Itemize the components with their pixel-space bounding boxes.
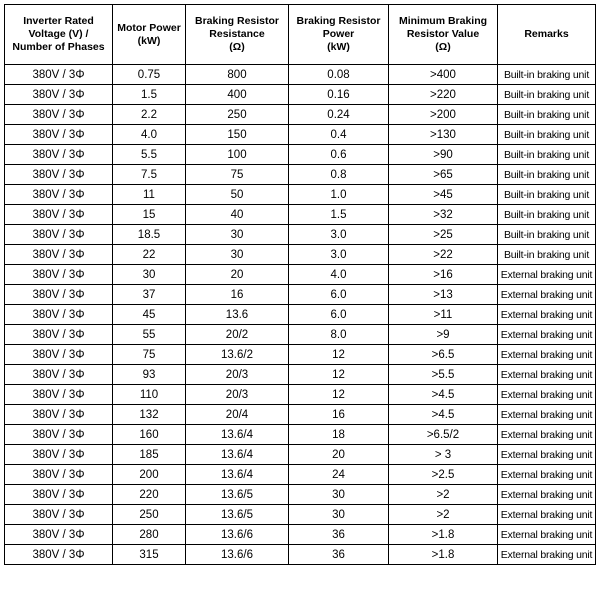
cell-min-resistor-value: >45	[389, 185, 498, 205]
cell-voltage-phases: 380V / 3Φ	[5, 305, 113, 325]
cell-resistor-power: 0.6	[289, 145, 389, 165]
cell-remarks: Built-in braking unit	[498, 185, 596, 205]
cell-remarks: External braking unit	[498, 365, 596, 385]
table-row	[5, 465, 596, 485]
table-row	[5, 405, 596, 425]
cell-remarks: External braking unit	[498, 485, 596, 505]
braking-resistor-table-container	[4, 4, 595, 565]
cell-voltage-phases: 380V / 3Φ	[5, 165, 113, 185]
table-row	[5, 145, 596, 165]
cell-resistance: 20/2	[186, 325, 289, 345]
cell-resistance: 75	[186, 165, 289, 185]
header-line: Resistance	[209, 28, 265, 40]
header-line: Inverter Rated	[23, 15, 94, 27]
header-remarks	[498, 5, 596, 65]
cell-motor-power: 37	[113, 285, 186, 305]
cell-motor-power: 250	[113, 505, 186, 525]
cell-remarks: External braking unit	[498, 385, 596, 405]
cell-remarks: External braking unit	[498, 405, 596, 425]
cell-min-resistor-value: >90	[389, 145, 498, 165]
table-row	[5, 125, 596, 145]
cell-min-resistor-value: >11	[389, 305, 498, 325]
cell-motor-power: 7.5	[113, 165, 186, 185]
cell-remarks: Built-in braking unit	[498, 165, 596, 185]
table-row	[5, 105, 596, 125]
cell-voltage-phases: 380V / 3Φ	[5, 365, 113, 385]
cell-voltage-phases: 380V / 3Φ	[5, 425, 113, 445]
cell-motor-power: 45	[113, 305, 186, 325]
table-row	[5, 245, 596, 265]
cell-remarks: External braking unit	[498, 465, 596, 485]
table-row	[5, 265, 596, 285]
braking-resistor-table	[4, 4, 596, 565]
cell-voltage-phases: 380V / 3Φ	[5, 85, 113, 105]
cell-resistance: 13.6	[186, 305, 289, 325]
cell-remarks: Built-in braking unit	[498, 125, 596, 145]
cell-resistor-power: 12	[289, 385, 389, 405]
cell-motor-power: 0.75	[113, 65, 186, 85]
cell-min-resistor-value: >1.8	[389, 525, 498, 545]
cell-motor-power: 132	[113, 405, 186, 425]
header-line: Number of Phases	[12, 41, 105, 53]
cell-motor-power: 280	[113, 525, 186, 545]
cell-min-resistor-value: >4.5	[389, 385, 498, 405]
cell-resistor-power: 8.0	[289, 325, 389, 345]
table-row	[5, 85, 596, 105]
cell-min-resistor-value: >2	[389, 485, 498, 505]
cell-resistance: 20	[186, 265, 289, 285]
header-resistance	[186, 5, 289, 65]
header-line: (kW)	[327, 41, 350, 53]
table-header	[5, 5, 596, 65]
cell-min-resistor-value: >6.5/2	[389, 425, 498, 445]
cell-voltage-phases: 380V / 3Φ	[5, 205, 113, 225]
cell-remarks: External braking unit	[498, 345, 596, 365]
cell-motor-power: 11	[113, 185, 186, 205]
cell-voltage-phases: 380V / 3Φ	[5, 325, 113, 345]
cell-remarks: External braking unit	[498, 545, 596, 565]
cell-motor-power: 220	[113, 485, 186, 505]
cell-min-resistor-value: >5.5	[389, 365, 498, 385]
table-row	[5, 505, 596, 525]
header-resistor-power	[289, 5, 389, 65]
cell-voltage-phases: 380V / 3Φ	[5, 105, 113, 125]
cell-resistance: 30	[186, 245, 289, 265]
cell-motor-power: 22	[113, 245, 186, 265]
cell-resistor-power: 0.08	[289, 65, 389, 85]
table-row	[5, 485, 596, 505]
table-row	[5, 365, 596, 385]
cell-min-resistor-value: > 3	[389, 445, 498, 465]
cell-motor-power: 200	[113, 465, 186, 485]
cell-motor-power: 55	[113, 325, 186, 345]
cell-remarks: Built-in braking unit	[498, 65, 596, 85]
header-line: Voltage (V) /	[28, 28, 89, 40]
cell-min-resistor-value: >2.5	[389, 465, 498, 485]
cell-voltage-phases: 380V / 3Φ	[5, 385, 113, 405]
table-row	[5, 285, 596, 305]
cell-remarks: Built-in braking unit	[498, 105, 596, 125]
cell-voltage-phases: 380V / 3Φ	[5, 145, 113, 165]
header-line: (kW)	[137, 34, 161, 47]
cell-min-resistor-value: >2	[389, 505, 498, 525]
cell-resistor-power: 30	[289, 505, 389, 525]
cell-min-resistor-value: >130	[389, 125, 498, 145]
cell-resistance: 400	[186, 85, 289, 105]
table-body	[5, 65, 596, 565]
cell-min-resistor-value: >9	[389, 325, 498, 345]
cell-min-resistor-value: >25	[389, 225, 498, 245]
cell-remarks: External braking unit	[498, 265, 596, 285]
cell-motor-power: 110	[113, 385, 186, 405]
cell-resistor-power: 0.4	[289, 125, 389, 145]
cell-resistance: 30	[186, 225, 289, 245]
cell-resistor-power: 12	[289, 365, 389, 385]
cell-voltage-phases: 380V / 3Φ	[5, 265, 113, 285]
cell-resistance: 40	[186, 205, 289, 225]
cell-voltage-phases: 380V / 3Φ	[5, 245, 113, 265]
cell-voltage-phases: 380V / 3Φ	[5, 65, 113, 85]
cell-resistor-power: 6.0	[289, 305, 389, 325]
cell-min-resistor-value: >65	[389, 165, 498, 185]
cell-resistance: 20/3	[186, 365, 289, 385]
cell-resistance: 50	[186, 185, 289, 205]
cell-resistance: 16	[186, 285, 289, 305]
header-min-resistor-value	[389, 5, 498, 65]
cell-resistor-power: 4.0	[289, 265, 389, 285]
cell-resistance: 13.6/6	[186, 525, 289, 545]
cell-voltage-phases: 380V / 3Φ	[5, 285, 113, 305]
cell-min-resistor-value: >200	[389, 105, 498, 125]
cell-voltage-phases: 380V / 3Φ	[5, 225, 113, 245]
header-line: Braking Resistor	[194, 15, 280, 27]
cell-resistor-power: 1.0	[289, 185, 389, 205]
cell-min-resistor-value: >4.5	[389, 405, 498, 425]
cell-voltage-phases: 380V / 3Φ	[5, 505, 113, 525]
table-row	[5, 425, 596, 445]
cell-remarks: Built-in braking unit	[498, 225, 596, 245]
cell-motor-power: 93	[113, 365, 186, 385]
cell-resistor-power: 36	[289, 525, 389, 545]
header-line: (Ω)	[435, 41, 451, 53]
cell-remarks: Built-in braking unit	[498, 205, 596, 225]
header-line: Minimum Braking	[398, 15, 488, 27]
table-row	[5, 165, 596, 185]
cell-motor-power: 15	[113, 205, 186, 225]
cell-motor-power: 1.5	[113, 85, 186, 105]
cell-remarks: Built-in braking unit	[498, 245, 596, 265]
cell-resistance: 100	[186, 145, 289, 165]
cell-remarks: External braking unit	[498, 505, 596, 525]
header-line: Braking Resistor	[296, 15, 381, 27]
cell-motor-power: 5.5	[113, 145, 186, 165]
cell-remarks: External braking unit	[498, 425, 596, 445]
table-row	[5, 325, 596, 345]
table-row	[5, 445, 596, 465]
cell-motor-power: 2.2	[113, 105, 186, 125]
cell-voltage-phases: 380V / 3Φ	[5, 465, 113, 485]
cell-resistance: 13.6/4	[186, 465, 289, 485]
cell-min-resistor-value: >32	[389, 205, 498, 225]
cell-voltage-phases: 380V / 3Φ	[5, 445, 113, 465]
cell-resistance: 13.6/2	[186, 345, 289, 365]
cell-resistance: 13.6/4	[186, 425, 289, 445]
header-line: Motor Power	[117, 21, 181, 34]
cell-resistance: 13.6/5	[186, 485, 289, 505]
cell-remarks: External braking unit	[498, 325, 596, 345]
cell-resistance: 150	[186, 125, 289, 145]
cell-motor-power: 30	[113, 265, 186, 285]
table-row	[5, 525, 596, 545]
cell-remarks: Built-in braking unit	[498, 145, 596, 165]
cell-resistor-power: 3.0	[289, 245, 389, 265]
cell-motor-power: 4.0	[113, 125, 186, 145]
cell-resistor-power: 36	[289, 545, 389, 565]
cell-resistor-power: 12	[289, 345, 389, 365]
header-motor-power	[113, 5, 186, 65]
table-row	[5, 225, 596, 245]
cell-resistor-power: 30	[289, 485, 389, 505]
cell-resistance: 13.6/6	[186, 545, 289, 565]
cell-resistance: 20/3	[186, 385, 289, 405]
cell-min-resistor-value: >16	[389, 265, 498, 285]
table-row	[5, 545, 596, 565]
cell-motor-power: 185	[113, 445, 186, 465]
cell-resistance: 13.6/5	[186, 505, 289, 525]
cell-voltage-phases: 380V / 3Φ	[5, 525, 113, 545]
table-row	[5, 185, 596, 205]
header-voltage-phases	[5, 5, 113, 65]
cell-min-resistor-value: >13	[389, 285, 498, 305]
cell-motor-power: 315	[113, 545, 186, 565]
cell-voltage-phases: 380V / 3Φ	[5, 485, 113, 505]
table-row	[5, 305, 596, 325]
cell-resistor-power: 24	[289, 465, 389, 485]
header-row	[5, 5, 596, 65]
cell-resistor-power: 20	[289, 445, 389, 465]
header-line: Power	[322, 28, 355, 40]
cell-remarks: External braking unit	[498, 305, 596, 325]
cell-resistance: 800	[186, 65, 289, 85]
cell-voltage-phases: 380V / 3Φ	[5, 545, 113, 565]
cell-resistor-power: 0.24	[289, 105, 389, 125]
cell-resistor-power: 0.8	[289, 165, 389, 185]
cell-resistance: 250	[186, 105, 289, 125]
cell-voltage-phases: 380V / 3Φ	[5, 345, 113, 365]
cell-remarks: External braking unit	[498, 445, 596, 465]
cell-min-resistor-value: >1.8	[389, 545, 498, 565]
table-row	[5, 205, 596, 225]
cell-motor-power: 160	[113, 425, 186, 445]
cell-resistance: 20/4	[186, 405, 289, 425]
cell-resistor-power: 3.0	[289, 225, 389, 245]
header-line: Remarks	[524, 28, 569, 40]
cell-resistor-power: 18	[289, 425, 389, 445]
cell-motor-power: 75	[113, 345, 186, 365]
cell-min-resistor-value: >400	[389, 65, 498, 85]
cell-resistance: 13.6/4	[186, 445, 289, 465]
cell-min-resistor-value: >22	[389, 245, 498, 265]
cell-voltage-phases: 380V / 3Φ	[5, 125, 113, 145]
header-line: (Ω)	[229, 41, 245, 53]
table-row	[5, 65, 596, 85]
cell-voltage-phases: 380V / 3Φ	[5, 185, 113, 205]
header-line: Resistor Value	[406, 28, 480, 40]
cell-motor-power: 18.5	[113, 225, 186, 245]
cell-remarks: External braking unit	[498, 285, 596, 305]
cell-min-resistor-value: >6.5	[389, 345, 498, 365]
cell-min-resistor-value: >220	[389, 85, 498, 105]
cell-resistor-power: 1.5	[289, 205, 389, 225]
cell-voltage-phases: 380V / 3Φ	[5, 405, 113, 425]
cell-resistor-power: 6.0	[289, 285, 389, 305]
cell-resistor-power: 16	[289, 405, 389, 425]
cell-remarks: Built-in braking unit	[498, 85, 596, 105]
table-row	[5, 385, 596, 405]
cell-remarks: External braking unit	[498, 525, 596, 545]
cell-resistor-power: 0.16	[289, 85, 389, 105]
table-row	[5, 345, 596, 365]
